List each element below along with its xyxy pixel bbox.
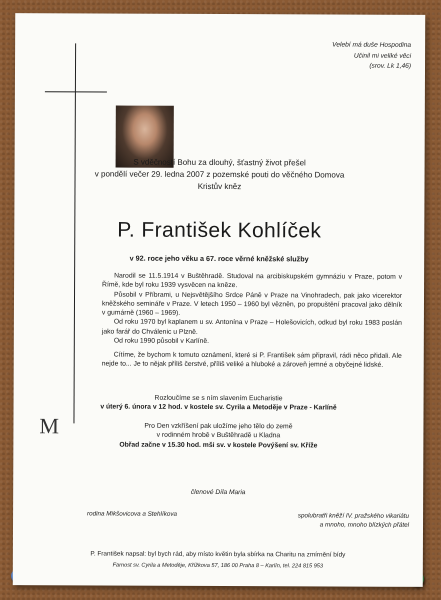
farewell-text: Cítíme, že bychom k tomuto oznámení, které si P. František sám připravil, rádi něco přidali. Ale nejde to... Je to nějak příliš čerstvé, příliš veliké a hluboké a zároveň jemné a obyčejné lidské. (101, 351, 402, 370)
intro-text: S vděčností Bohu za dlouhý, šťastný život přešel v pondělí večer 29. ledna 2007 z pozemské pouti do věčného Domova Kristův kněz (94, 157, 345, 192)
cross-icon-bar (45, 91, 107, 92)
signatory-family: rodina Mikšovicova a Stehlíkova (87, 510, 178, 518)
monogram-icon: M (39, 413, 60, 439)
parish-address: Farnost sv. Cyrila a Metoděje, Křížkova 57, 186 00 Praha 8 – Karlín, tel. 224 815 953 (112, 562, 324, 570)
burial-info: Pro Den vzkříšení pak uložíme jeho tělo do země v rodinném hrobě v Buštěhradě u Kladna Obřad začne v 15.30 hod. mši sv. v kostele Povýšení sv. Kříže (119, 422, 318, 450)
signatory-members: členové Díla Maria (190, 488, 246, 497)
signatory-clergy: spolubratři kněží IV. pražského vikariátu a mnoho, mnoho blízkých přátel (297, 512, 410, 529)
age-line: v 92. roce jeho věku a 67. roce věrné kněžské služby (129, 253, 309, 264)
bible-verse: Velebí má duše Hospodina Učinil mi veliké věci (srov. Lk 1,46) (332, 41, 412, 70)
obituary-notice (13, 13, 425, 587)
biography: Narodil se 11.5.1914 v Buštěhradě. Studoval na arcibiskupském gymnáziu v Praze, potom v Římě, kde byl roku 1939 vysvěcen na kněze. Působil v Příbrami, u Nejsvětějšího Srdce Páně v Praze na Vinohradech, pak jako vicerektor kněžského semináře v Praze. V letech 1950 – 1960 byl vězněn, po propuštění pracoval jako dělník v gumárně (1960 – 1969). Od roku 1970 byl kaplanem u sv. Antonína v Praze – Holešovicích, odkud byl roku 1983 poslán jako farář do Chválenic u Plzně. Od roku 1990 působil v Karlíně. (101, 272, 403, 346)
mass-info: Rozloučíme se s ním slavením Eucharistie v úterý 6. února v 12 hod. v kostele sv. Cyrila a Metoděje v Praze - Karlíně (100, 394, 337, 412)
footer-note: P. František napsal: byl bych rád, aby místo květin byla sbírka na Charitu na zmírnění bídy (90, 550, 346, 559)
deceased-name: P. František Kohlíček (117, 218, 322, 243)
